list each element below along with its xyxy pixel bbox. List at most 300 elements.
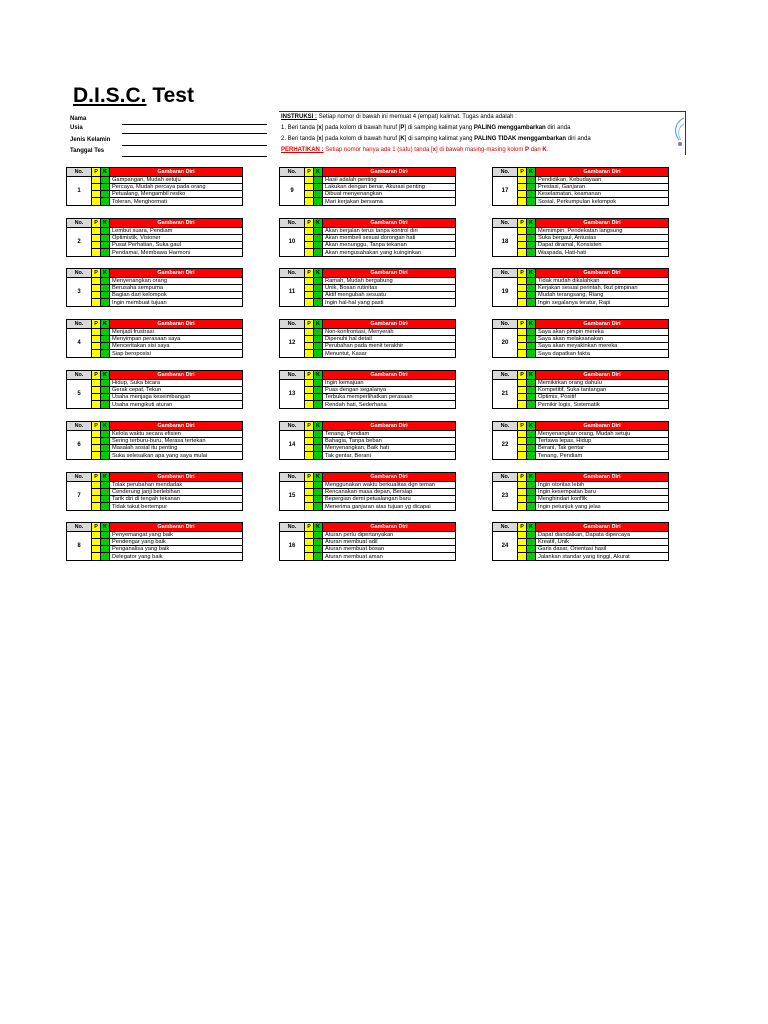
p-checkbox[interactable] xyxy=(92,445,101,452)
p-checkbox[interactable] xyxy=(305,227,314,234)
p-checkbox[interactable] xyxy=(305,394,314,401)
statement-text: Saya akan pimpin mereka xyxy=(536,328,669,335)
p-checkbox[interactable] xyxy=(518,277,527,284)
k-checkbox[interactable] xyxy=(101,242,110,249)
statement-row xyxy=(67,242,243,249)
k-checkbox[interactable] xyxy=(314,430,323,437)
k-checkbox[interactable] xyxy=(314,531,323,538)
k-checkbox[interactable] xyxy=(527,430,536,437)
statement-text: Jalankan standar yang tinggi, Akurat xyxy=(536,553,669,560)
p-checkbox[interactable] xyxy=(92,328,101,335)
k-checkbox[interactable] xyxy=(101,234,110,241)
p-checkbox[interactable] xyxy=(92,343,101,350)
k-checkbox[interactable] xyxy=(527,553,536,560)
k-checkbox[interactable] xyxy=(527,292,536,299)
p-checkbox[interactable] xyxy=(305,481,314,488)
p-checkbox[interactable] xyxy=(92,292,101,299)
k-checkbox[interactable] xyxy=(527,488,536,495)
p-checkbox[interactable] xyxy=(305,437,314,444)
k-checkbox[interactable] xyxy=(527,379,536,386)
k-checkbox[interactable] xyxy=(101,553,110,560)
k-checkbox[interactable] xyxy=(314,277,323,284)
p-checkbox[interactable] xyxy=(518,386,527,393)
k-checkbox[interactable] xyxy=(101,394,110,401)
header-p: P xyxy=(518,320,527,329)
k-checkbox[interactable] xyxy=(527,191,536,198)
header-p: P xyxy=(305,168,314,177)
p-checkbox[interactable] xyxy=(92,191,101,198)
p-checkbox[interactable] xyxy=(305,191,314,198)
k-checkbox[interactable] xyxy=(527,249,536,256)
statement-text: Dipenuhi hal detail xyxy=(323,335,456,342)
header-p: P xyxy=(305,473,314,482)
p-checkbox[interactable] xyxy=(92,531,101,538)
p-checkbox[interactable] xyxy=(518,350,527,357)
k-checkbox[interactable] xyxy=(101,481,110,488)
header-gambaran-diri: Gambaran Diri xyxy=(536,473,669,482)
header-gambaran-diri: Gambaran Diri xyxy=(110,371,243,380)
k-checkbox[interactable] xyxy=(101,277,110,284)
k-checkbox[interactable] xyxy=(527,503,536,510)
k-checkbox[interactable] xyxy=(527,437,536,444)
k-checkbox[interactable] xyxy=(314,227,323,234)
p-checkbox[interactable] xyxy=(518,176,527,183)
k-checkbox[interactable] xyxy=(314,183,323,190)
k-checkbox[interactable] xyxy=(314,249,323,256)
p-checkbox[interactable] xyxy=(305,386,314,393)
statement-row xyxy=(280,249,456,256)
p-checkbox[interactable] xyxy=(305,401,314,408)
statement-row xyxy=(67,445,243,452)
p-checkbox[interactable] xyxy=(518,538,527,545)
question-number: 21 xyxy=(493,379,518,408)
p-checkbox[interactable] xyxy=(518,292,527,299)
k-checkbox[interactable] xyxy=(314,546,323,553)
header-gambaran-diri: Gambaran Diri xyxy=(110,473,243,482)
question-block xyxy=(279,522,456,561)
k-checkbox[interactable] xyxy=(314,386,323,393)
k-checkbox[interactable] xyxy=(314,503,323,510)
statement-row xyxy=(493,394,669,401)
k-checkbox[interactable] xyxy=(314,242,323,249)
p-checkbox[interactable] xyxy=(518,531,527,538)
p-checkbox[interactable] xyxy=(305,538,314,545)
label-tanggal-tes: Tanggal Tes xyxy=(70,148,105,154)
k-checkbox[interactable] xyxy=(527,176,536,183)
k-checkbox[interactable] xyxy=(314,553,323,560)
p-checkbox[interactable] xyxy=(518,452,527,459)
p-checkbox[interactable] xyxy=(305,335,314,342)
k-checkbox[interactable] xyxy=(101,496,110,503)
p-checkbox[interactable] xyxy=(305,452,314,459)
statement-text: Tak gentar, Berani xyxy=(323,452,456,459)
header-k: K xyxy=(314,523,323,532)
k-checkbox[interactable] xyxy=(527,452,536,459)
k-checkbox[interactable] xyxy=(101,350,110,357)
k-checkbox[interactable] xyxy=(527,394,536,401)
header-k: K xyxy=(101,320,110,329)
k-checkbox[interactable] xyxy=(101,227,110,234)
statement-text: Waspada, Hati-hati xyxy=(536,249,669,256)
statement-text: Ingin hal-hal yang pasti xyxy=(323,299,456,306)
statement-row xyxy=(493,234,669,241)
header-p: P xyxy=(518,219,527,228)
k-checkbox[interactable] xyxy=(527,401,536,408)
p-checkbox[interactable] xyxy=(92,350,101,357)
question-number: 9 xyxy=(280,176,305,205)
p-checkbox[interactable] xyxy=(518,249,527,256)
p-checkbox[interactable] xyxy=(92,183,101,190)
statement-text: Garis dasar, Orientasi hasil xyxy=(536,546,669,553)
k-checkbox[interactable] xyxy=(527,299,536,306)
k-checkbox[interactable] xyxy=(527,198,536,205)
statement-row xyxy=(280,183,456,190)
k-checkbox[interactable] xyxy=(101,452,110,459)
header-p: P xyxy=(92,269,101,278)
header-no: No. xyxy=(67,269,92,278)
statement-text: Tidak takut bertempur xyxy=(110,503,243,510)
k-checkbox[interactable] xyxy=(101,249,110,256)
statement-text: Aktif mengubah sesuatu xyxy=(323,292,456,299)
statement-text: Pendamai, Membawa Harmoni xyxy=(110,249,243,256)
k-checkbox[interactable] xyxy=(314,191,323,198)
k-checkbox[interactable] xyxy=(314,452,323,459)
p-checkbox[interactable] xyxy=(305,343,314,350)
header-no: No. xyxy=(493,168,518,177)
question-number: 2 xyxy=(67,227,92,256)
p-checkbox[interactable] xyxy=(518,284,527,291)
p-checkbox[interactable] xyxy=(518,183,527,190)
k-checkbox[interactable] xyxy=(101,488,110,495)
p-checkbox[interactable] xyxy=(92,249,101,256)
k-checkbox[interactable] xyxy=(314,538,323,545)
p-checkbox[interactable] xyxy=(518,379,527,386)
p-checkbox[interactable] xyxy=(92,335,101,342)
k-checkbox[interactable] xyxy=(314,299,323,306)
p-checkbox[interactable] xyxy=(518,394,527,401)
k-checkbox[interactable] xyxy=(527,234,536,241)
header-gambaran-diri: Gambaran Diri xyxy=(536,422,669,431)
statement-row xyxy=(280,198,456,205)
field-usia-line[interactable] xyxy=(122,133,267,134)
k-checkbox[interactable] xyxy=(314,335,323,342)
p-checkbox[interactable] xyxy=(518,496,527,503)
k-checkbox[interactable] xyxy=(527,546,536,553)
p-checkbox[interactable] xyxy=(92,234,101,241)
k-checkbox[interactable] xyxy=(314,379,323,386)
p-checkbox[interactable] xyxy=(518,430,527,437)
p-checkbox[interactable] xyxy=(305,198,314,205)
k-checkbox[interactable] xyxy=(101,386,110,393)
header-gambaran-diri: Gambaran Diri xyxy=(323,523,456,532)
header-k: K xyxy=(101,269,110,278)
p-checkbox[interactable] xyxy=(305,277,314,284)
p-checkbox[interactable] xyxy=(518,234,527,241)
statement-row xyxy=(280,227,456,234)
statement-row xyxy=(67,249,243,256)
header-gambaran-diri: Gambaran Diri xyxy=(536,523,669,532)
k-checkbox[interactable] xyxy=(527,335,536,342)
statement-row xyxy=(67,284,243,291)
k-checkbox[interactable] xyxy=(314,496,323,503)
p-checkbox[interactable] xyxy=(305,531,314,538)
k-checkbox[interactable] xyxy=(101,445,110,452)
p-checkbox[interactable] xyxy=(305,299,314,306)
p-checkbox[interactable] xyxy=(92,176,101,183)
k-checkbox[interactable] xyxy=(527,183,536,190)
p-checkbox[interactable] xyxy=(92,496,101,503)
k-checkbox[interactable] xyxy=(527,481,536,488)
p-checkbox[interactable] xyxy=(305,242,314,249)
p-checkbox[interactable] xyxy=(518,546,527,553)
k-checkbox[interactable] xyxy=(527,343,536,350)
k-checkbox[interactable] xyxy=(314,394,323,401)
k-checkbox[interactable] xyxy=(527,284,536,291)
field-jenis-kelamin-line[interactable] xyxy=(122,145,267,146)
p-checkbox[interactable] xyxy=(518,198,527,205)
k-checkbox[interactable] xyxy=(101,284,110,291)
p-checkbox[interactable] xyxy=(305,546,314,553)
statement-text: Penyemangat yang baik xyxy=(110,531,243,538)
p-checkbox[interactable] xyxy=(92,299,101,306)
p-checkbox[interactable] xyxy=(92,437,101,444)
p-checkbox[interactable] xyxy=(305,234,314,241)
header-gambaran-diri: Gambaran Diri xyxy=(110,320,243,329)
p-checkbox[interactable] xyxy=(518,488,527,495)
k-checkbox[interactable] xyxy=(314,198,323,205)
p-checkbox[interactable] xyxy=(305,350,314,357)
question-block xyxy=(66,370,243,409)
question-block xyxy=(66,472,243,511)
question-number: 20 xyxy=(493,328,518,357)
header-no: No. xyxy=(280,371,305,380)
p-checkbox[interactable] xyxy=(518,343,527,350)
p-checkbox[interactable] xyxy=(92,481,101,488)
statement-text: Menghindari konflik xyxy=(536,496,669,503)
statement-text: Akan membeli sesuai dorongan hati xyxy=(323,234,456,241)
p-checkbox[interactable] xyxy=(518,553,527,560)
p-checkbox[interactable] xyxy=(92,538,101,545)
statement-row xyxy=(280,538,456,545)
statement-text: Cenderung janji berlebihan xyxy=(110,488,243,495)
statement-row xyxy=(493,437,669,444)
p-checkbox[interactable] xyxy=(92,401,101,408)
statement-text: Gerak cepat, Tekun xyxy=(110,386,243,393)
k-checkbox[interactable] xyxy=(314,350,323,357)
statement-text: Sosial, Perkumpulan kelompok xyxy=(536,198,669,205)
k-checkbox[interactable] xyxy=(101,299,110,306)
k-checkbox[interactable] xyxy=(101,183,110,190)
p-checkbox[interactable] xyxy=(305,553,314,560)
k-checkbox[interactable] xyxy=(314,234,323,241)
k-checkbox[interactable] xyxy=(527,496,536,503)
question-number: 4 xyxy=(67,328,92,357)
k-checkbox[interactable] xyxy=(101,198,110,205)
k-checkbox[interactable] xyxy=(527,538,536,545)
p-checkbox[interactable] xyxy=(305,176,314,183)
statement-text: Usaha menjaga keseimbangan xyxy=(110,394,243,401)
k-checkbox[interactable] xyxy=(314,284,323,291)
statement-text: Saya akan meyakinkan mereka xyxy=(536,343,669,350)
statement-row xyxy=(280,335,456,342)
k-checkbox[interactable] xyxy=(101,401,110,408)
p-checkbox[interactable] xyxy=(92,430,101,437)
statement-text: Menjadi frustrasi xyxy=(110,328,243,335)
statement-text: Berusaha sempurna xyxy=(110,284,243,291)
p-checkbox[interactable] xyxy=(92,546,101,553)
header-no: No. xyxy=(67,320,92,329)
k-checkbox[interactable] xyxy=(101,546,110,553)
statement-text: Tolak perubahan mendadak xyxy=(110,481,243,488)
k-checkbox[interactable] xyxy=(101,176,110,183)
question-block xyxy=(66,319,243,358)
p-checkbox[interactable] xyxy=(518,437,527,444)
question-block xyxy=(492,421,669,460)
k-checkbox[interactable] xyxy=(101,292,110,299)
p-checkbox[interactable] xyxy=(518,481,527,488)
statement-row xyxy=(280,343,456,350)
statement-row xyxy=(493,176,669,183)
question-block xyxy=(492,268,669,307)
k-checkbox[interactable] xyxy=(101,335,110,342)
p-checkbox[interactable] xyxy=(518,401,527,408)
k-checkbox[interactable] xyxy=(101,430,110,437)
statement-row xyxy=(67,335,243,342)
p-checkbox[interactable] xyxy=(92,379,101,386)
p-checkbox[interactable] xyxy=(92,284,101,291)
statement-row xyxy=(493,546,669,553)
header-gambaran-diri: Gambaran Diri xyxy=(323,219,456,228)
p-checkbox[interactable] xyxy=(305,488,314,495)
p-checkbox[interactable] xyxy=(518,191,527,198)
question-block xyxy=(279,167,456,206)
p-checkbox[interactable] xyxy=(305,292,314,299)
header-no: No. xyxy=(67,473,92,482)
statement-text: Pendengar yang baik xyxy=(110,538,243,545)
k-checkbox[interactable] xyxy=(101,538,110,545)
k-checkbox[interactable] xyxy=(101,191,110,198)
statement-text: Berani, Tak gentar xyxy=(536,445,669,452)
header-k: K xyxy=(314,219,323,228)
k-checkbox[interactable] xyxy=(314,445,323,452)
p-checkbox[interactable] xyxy=(305,496,314,503)
p-checkbox[interactable] xyxy=(305,284,314,291)
p-checkbox[interactable] xyxy=(305,183,314,190)
statement-text: Non-konfrontasi, Menyerah xyxy=(323,328,456,335)
p-checkbox[interactable] xyxy=(92,198,101,205)
instruction-warning: PERHATIKAN : Setiap nomor hanya ada 1 (satu) tanda [x] di bawah masing-masing kolom P dan K. xyxy=(281,147,549,153)
k-checkbox[interactable] xyxy=(314,343,323,350)
p-checkbox[interactable] xyxy=(305,445,314,452)
question-block xyxy=(492,472,669,511)
statement-row xyxy=(280,242,456,249)
k-checkbox[interactable] xyxy=(101,503,110,510)
question-number: 15 xyxy=(280,481,305,510)
k-checkbox[interactable] xyxy=(527,445,536,452)
statement-text: Memimpin, Pendekatan langsung xyxy=(536,227,669,234)
p-checkbox[interactable] xyxy=(92,503,101,510)
p-checkbox[interactable] xyxy=(92,277,101,284)
k-checkbox[interactable] xyxy=(527,531,536,538)
p-checkbox[interactable] xyxy=(518,242,527,249)
instructions-box xyxy=(279,111,686,155)
question-number: 23 xyxy=(493,481,518,510)
p-checkbox[interactable] xyxy=(518,299,527,306)
statement-row xyxy=(493,386,669,393)
k-checkbox[interactable] xyxy=(527,386,536,393)
k-checkbox[interactable] xyxy=(101,437,110,444)
p-checkbox[interactable] xyxy=(518,503,527,510)
p-checkbox[interactable] xyxy=(305,328,314,335)
k-checkbox[interactable] xyxy=(527,277,536,284)
statement-row xyxy=(493,452,669,459)
statement-text: Kerjakan sesuai perintah, Ikut pimpinan xyxy=(536,284,669,291)
p-checkbox[interactable] xyxy=(92,488,101,495)
k-checkbox[interactable] xyxy=(527,242,536,249)
p-checkbox[interactable] xyxy=(92,394,101,401)
k-checkbox[interactable] xyxy=(527,227,536,234)
statement-row xyxy=(280,350,456,357)
statement-row xyxy=(493,488,669,495)
question-number: 11 xyxy=(280,277,305,306)
statement-text: Menuntut, Kasar xyxy=(323,350,456,357)
k-checkbox[interactable] xyxy=(314,328,323,335)
p-checkbox[interactable] xyxy=(518,328,527,335)
header-k: K xyxy=(527,168,536,177)
p-checkbox[interactable] xyxy=(518,335,527,342)
p-checkbox[interactable] xyxy=(92,553,101,560)
header-k: K xyxy=(314,422,323,431)
statement-text: Tertawa lepas, Hidup xyxy=(536,437,669,444)
p-checkbox[interactable] xyxy=(518,227,527,234)
header-k: K xyxy=(527,523,536,532)
p-checkbox[interactable] xyxy=(305,430,314,437)
p-checkbox[interactable] xyxy=(92,227,101,234)
k-checkbox[interactable] xyxy=(314,481,323,488)
k-checkbox[interactable] xyxy=(314,437,323,444)
k-checkbox[interactable] xyxy=(101,343,110,350)
k-checkbox[interactable] xyxy=(101,531,110,538)
p-checkbox[interactable] xyxy=(305,503,314,510)
header-k: K xyxy=(527,371,536,380)
instruction-intro: INSTRUKSI : Setiap nomor di bawah ini memuat 4 (empat) kalimat. Tugas anda adalah : xyxy=(281,114,517,120)
p-checkbox[interactable] xyxy=(92,452,101,459)
statement-row xyxy=(280,452,456,459)
statement-text: Menyenangkan orang xyxy=(110,277,243,284)
k-checkbox[interactable] xyxy=(101,379,110,386)
k-checkbox[interactable] xyxy=(314,401,323,408)
p-checkbox[interactable] xyxy=(92,242,101,249)
k-checkbox[interactable] xyxy=(314,176,323,183)
k-checkbox[interactable] xyxy=(527,350,536,357)
p-checkbox[interactable] xyxy=(305,379,314,386)
header-gambaran-diri: Gambaran Diri xyxy=(323,269,456,278)
statement-text: Dapat diandalkan, Dapata dipercaya xyxy=(536,531,669,538)
header-p: P xyxy=(305,269,314,278)
k-checkbox[interactable] xyxy=(101,328,110,335)
statement-row xyxy=(493,496,669,503)
k-checkbox[interactable] xyxy=(314,488,323,495)
field-nama-line[interactable] xyxy=(122,124,267,125)
k-checkbox[interactable] xyxy=(527,328,536,335)
p-checkbox[interactable] xyxy=(518,445,527,452)
statement-row xyxy=(493,198,669,205)
p-checkbox[interactable] xyxy=(92,386,101,393)
statement-text: Bagian dari kelompok xyxy=(110,292,243,299)
k-checkbox[interactable] xyxy=(314,292,323,299)
p-checkbox[interactable] xyxy=(305,249,314,256)
field-tanggal-tes-line[interactable] xyxy=(122,156,267,157)
